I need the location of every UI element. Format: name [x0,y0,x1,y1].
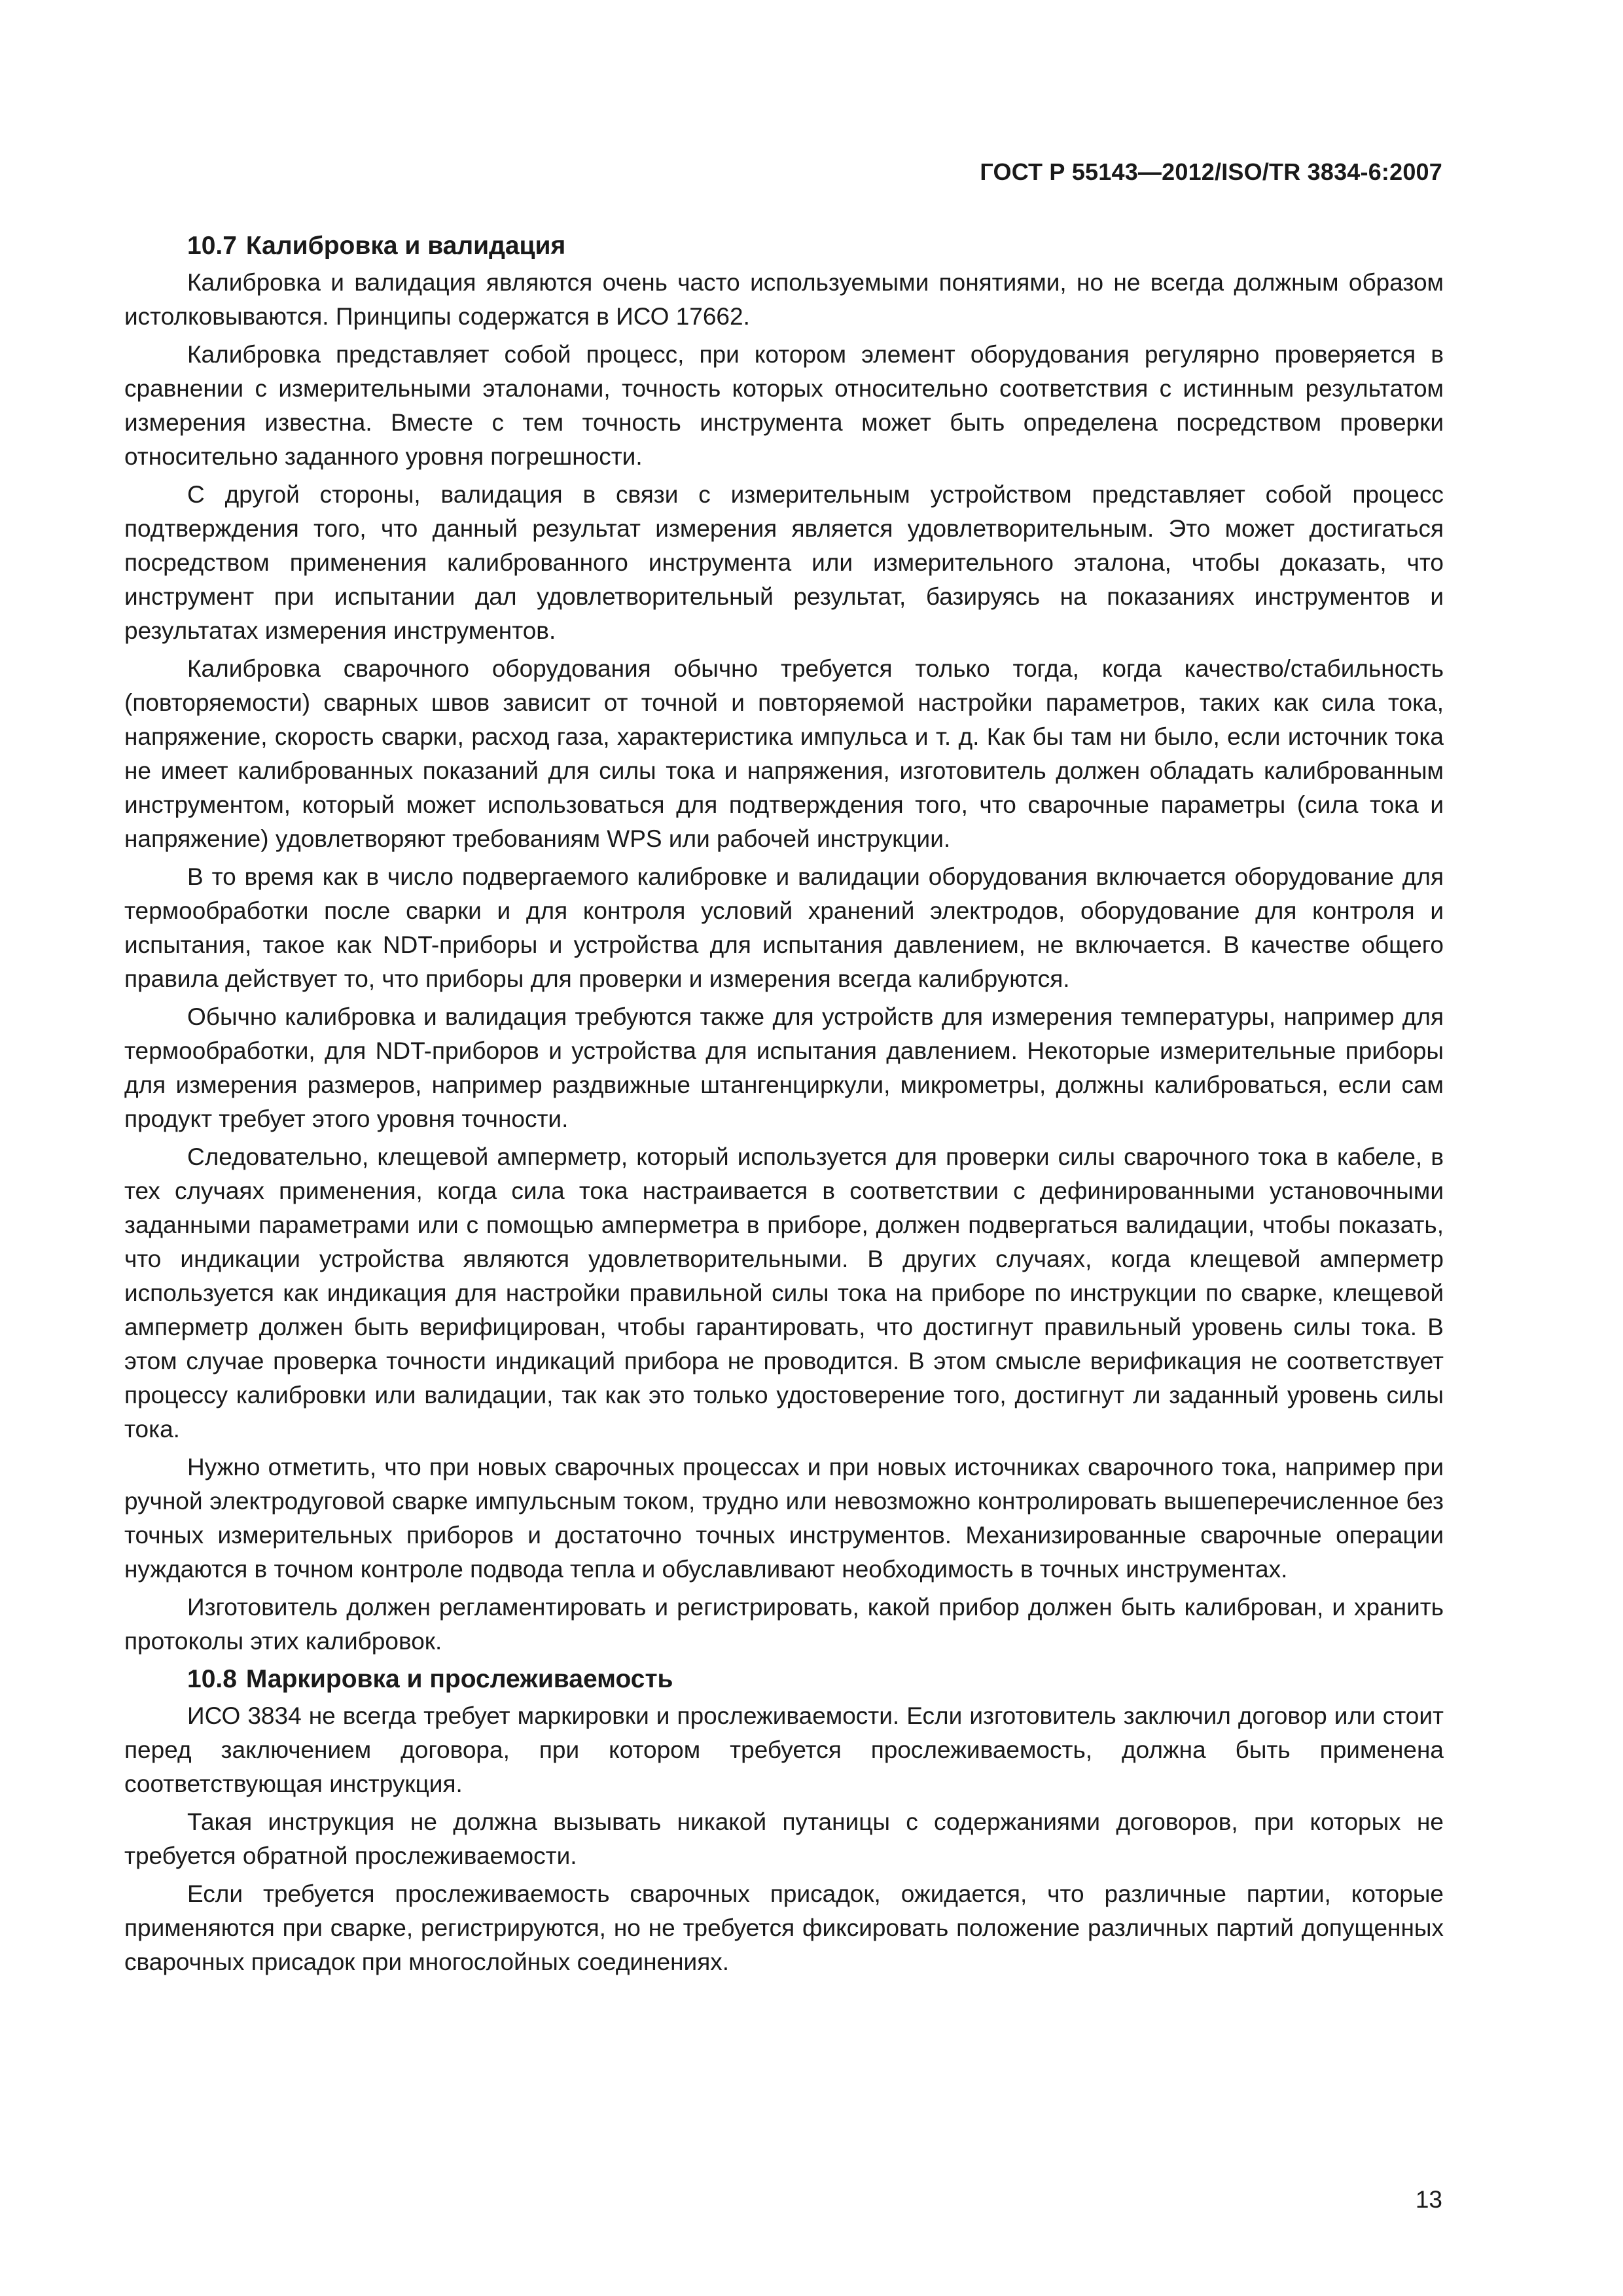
paragraph: Если требуется прослеживаемость сварочных присадок, ожидается, что различные партии, которые применяются при сварке, регистрируются, но не требуется фиксировать положение различных партий допущенных сварочных присадок при многослойных соединениях. [124,1880,1444,1975]
section-number: 10.7 [187,232,237,260]
paragraph: Следовательно, клещевой амперметр, который используется для проверки силы сварочного тока в кабеле, в тех случаях применения, когда сила тока настраивается в соответствии с дефинированными установочными заданными параметрами или с помощью амперметра в приборе, должен подвергаться валидации, чтобы показать, что индикации устройства являются удовлетворительными. В других случаях, когда клещевой амперметр используется как индикация для настройки правильной силы тока на приборе по инструкции по сварке, клещевой амперметр должен быть верифицирован, чтобы гарантировать, что достигнут правильный уровень силы тока. В этом случае проверка точности индикаций прибора не проводится. В этом смысле верификация не соответствует процессу калибровки или валидации, так как это только удостоверение того, достигнут ли заданный уровень силы тока. [124,1143,1444,1443]
document-code-header: ГОСТ Р 55143—2012/ISO/TR 3834-6:2007 [980,158,1442,185]
paragraph: Такая инструкция не должна вызывать никакой путаницы с содержаниями договоров, при которых не требуется обратной прослеживаемости. [124,1808,1444,1869]
document-body [124,229,1444,1983]
section-title: Калибровка и валидация [245,232,566,260]
section-heading [124,229,1444,263]
section-10-8 [124,1662,1444,1979]
paragraph: Калибровка представляет собой процесс, при котором элемент оборудования регулярно проверяется в сравнении с измерительными эталонами, точность которых относительно соответствия с истинным результатом измерения известна. Вместе с тем точность инструмента может быть определена посредством проверки относительно заданного уровня погрешности. [124,341,1444,470]
section-title: Маркировка и прослеживаемость [245,1665,673,1693]
paragraph: Изготовитель должен регламентировать и регистрировать, какой прибор должен быть калиброван, и хранить протоколы этих калибровок. [124,1594,1444,1655]
paragraph: С другой стороны, валидация в связи с измерительным устройством представляет собой процесс подтверждения того, что данный результат измерения является удовлетворительным. Это может достигаться посредством применения калиброванного инструмента или измерительного эталона, чтобы доказать, что инструмент при испытании дал удовлетворительный результат, базируясь на показаниях инструментов и результатах измерения инструментов. [124,481,1444,644]
page-number: 13 [1415,2186,1442,2213]
section-number: 10.8 [187,1665,237,1693]
paragraph: Нужно отметить, что при новых сварочных процессах и при новых источниках сварочного тока, например при ручной электродуговой сварке импульсным током, трудно или невозможно контролировать вышеперечисленное без точных измерительных приборов и достаточно точных инструментов. Механизированные сварочные операции нуждаются в точном контроле подвода тепла и обуславливают необходимость в точных инструментах. [124,1454,1444,1583]
paragraph: Калибровка и валидация являются очень часто используемыми понятиями, но не всегда должным образом истолковываются. Принципы содержатся в ИСО 17662. [124,269,1444,330]
section-10-7 [124,229,1444,1659]
section-heading [124,1662,1444,1696]
paragraph: ИСО 3834 не всегда требует маркировки и прослеживаемости. Если изготовитель заключил договор или стоит перед заключением договора, при котором требуется прослеживаемость, должна быть применена соответствующая инструкция. [124,1702,1444,1797]
paragraph: Калибровка сварочного оборудования обычно требуется только тогда, когда качество/стабильность (повторяемости) сварных швов зависит от точной и повторяемой настройки параметров, таких как сила тока, напряжение, скорость сварки, расход газа, характеристика импульса и т. д. Как бы там ни было, если источник тока не имеет калиброванных показаний для силы тока и напряжения, изготовитель должен обладать калиброванным инструментом, который может использоваться для подтверждения того, что сварочные параметры (сила тока и напряжение) удовлетворяют требованиям WPS или рабочей инструкции. [124,655,1444,852]
paragraph: Обычно калибровка и валидация требуются также для устройств для измерения температуры, например для термообработки, для NDT-приборов и устройства для испытания давлением. Некоторые измерительные приборы для измерения размеров, например раздвижные штангенциркули, микрометры, должны калиброваться, если сам продукт требует этого уровня точности. [124,1003,1444,1132]
paragraph: В то время как в число подвергаемого калибровке и валидации оборудования включается оборудование для термообработки после сварки и для контроля условий хранений электродов, оборудование для контроля и испытания, такое как NDT-приборы и устройства для испытания давлением, не включается. В качестве общего правила действует то, что приборы для проверки и измерения всегда калибруются. [124,863,1444,992]
